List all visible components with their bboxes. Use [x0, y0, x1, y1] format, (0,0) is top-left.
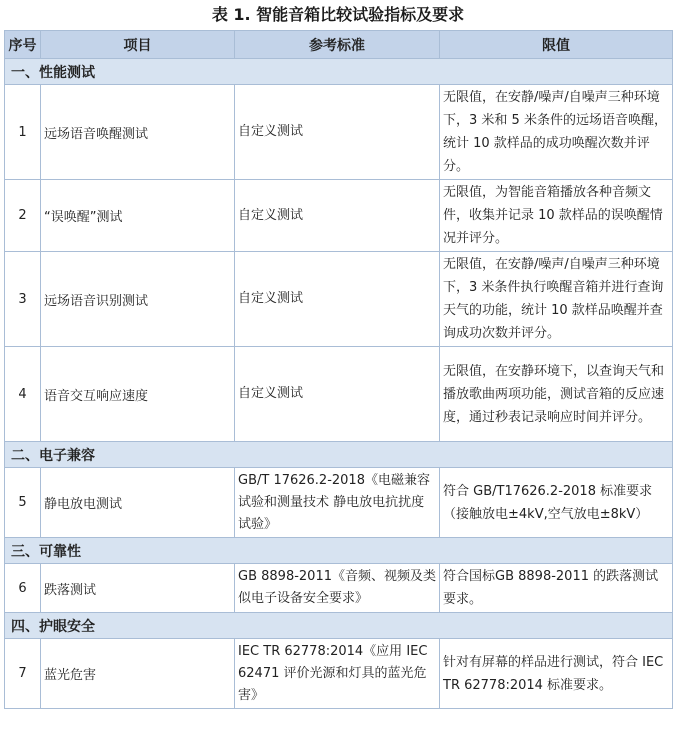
limit-cell: 无限值，在安静/噪声/自噪声三种环境下，3 米和 5 米条件的远场语音唤醒，统计 10 款样品的成功唤醒次数并评分。 [440, 85, 673, 180]
table-row [5, 468, 673, 538]
standard-cell: GB/T 17626.2-2018《电磁兼容试验和测量技术 静电放电抗扰度试验》 [235, 468, 440, 538]
section-row [5, 538, 673, 564]
standard-cell: IEC TR 62778:2014《应用 IEC 62471 评价光源和灯具的蓝光危害》 [235, 639, 440, 709]
table-row [5, 639, 673, 709]
limit-cell: 无限值，为智能音箱播放各种音频文件，收集并记录 10 款样品的误唤醒情况并评分。 [440, 180, 673, 252]
seq-cell: 2 [5, 180, 41, 252]
requirements-table [4, 30, 673, 709]
section-label: 一、性能测试 [5, 59, 673, 85]
seq-cell: 6 [5, 564, 41, 613]
header-row [5, 31, 673, 59]
seq-cell: 4 [5, 347, 41, 442]
item-cell: 静电放电测试 [41, 468, 235, 538]
standard-cell: 自定义测试 [235, 347, 440, 442]
table-row [5, 252, 673, 347]
section-label: 三、可靠性 [5, 538, 673, 564]
table-row [5, 85, 673, 180]
header-item: 项目 [41, 31, 235, 59]
limit-cell: 无限值，在安静环境下，以查询天气和播放歌曲两项功能，测试音箱的反应速度，通过秒表记录响应时间并评分。 [440, 347, 673, 442]
header-seq: 序号 [5, 31, 41, 59]
item-cell: 跌落测试 [41, 564, 235, 613]
standard-cell: 自定义测试 [235, 85, 440, 180]
seq-cell: 7 [5, 639, 41, 709]
header-standard: 参考标准 [235, 31, 440, 59]
section-row [5, 442, 673, 468]
standard-cell: GB 8898-2011《音频、视频及类似电子设备安全要求》 [235, 564, 440, 613]
table-title: 表 1. 智能音箱比较试验指标及要求 [211, 5, 465, 24]
limit-cell: 针对有屏幕的样品进行测试，符合 IEC TR 62778:2014 标准要求。 [440, 639, 673, 709]
section-row [5, 59, 673, 85]
limit-cell: 符合国标GB 8898-2011 的跌落测试要求。 [440, 564, 673, 613]
header-limit: 限值 [440, 31, 673, 59]
limit-cell: 无限值，在安静/噪声/自噪声三种环境下，3 米条件执行唤醒音箱并进行查询天气的功能，统计 10 款样品唤醒并查询成功次数并评分。 [440, 252, 673, 347]
seq-cell: 1 [5, 85, 41, 180]
item-cell: 蓝光危害 [41, 639, 235, 709]
item-cell: 语音交互响应速度 [41, 347, 235, 442]
section-label: 二、电子兼容 [5, 442, 673, 468]
standard-cell: 自定义测试 [235, 180, 440, 252]
seq-cell: 3 [5, 252, 41, 347]
standard-cell: 自定义测试 [235, 252, 440, 347]
limit-cell: 符合 GB/T17626.2-2018 标准要求（接触放电±4kV,空气放电±8kV） [440, 468, 673, 538]
table-row [5, 347, 673, 442]
table-row [5, 180, 673, 252]
item-cell: 远场语音识别测试 [41, 252, 235, 347]
seq-cell: 5 [5, 468, 41, 538]
table-row [5, 564, 673, 613]
section-label: 四、护眼安全 [5, 613, 673, 639]
item-cell: “误唤醒”测试 [41, 180, 235, 252]
section-row [5, 613, 673, 639]
item-cell: 远场语音唤醒测试 [41, 85, 235, 180]
